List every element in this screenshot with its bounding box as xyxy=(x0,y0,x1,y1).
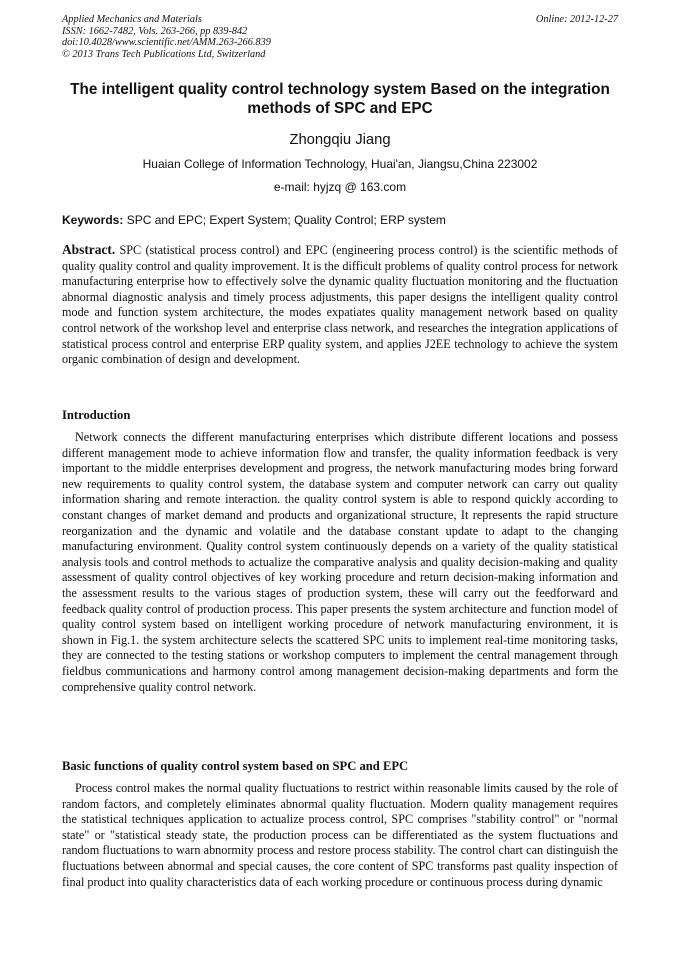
author-name: Zhongqiu Jiang xyxy=(289,132,391,148)
keywords xyxy=(62,213,618,227)
abstract-label: Abstract. xyxy=(62,242,116,257)
copyright-line: © 2013 Trans Tech Publications Ltd, Switzerland xyxy=(62,48,266,60)
journal-header xyxy=(62,14,618,60)
introduction-text: Network connects the different manufacturing enterprises which distribute different locations and possess different management mode to achieve information flow and transfer, the quality information feedback is very important to the middle enterprises development and progress, the network manufacturing modes bring forward new requirements to quality control system, the database system and computer network can carry out quality information sharing and remote interaction. the quality control system is able to respond quickly according to constant changes of market demand and products and organizational structure, It represents the rapid structure reorganization and the dynamic and volatile and the database constant update to adapt to the changing manufacturing environment. Quality control system continuously depends on a variety of the quality statistical analysis tools and control methods to actualize the comparative analysis and quality decision-making and quality assessment of quality control objectives of key working procedure and return decision-making information and the assessment results to the various stages of production system, these will carry out the feedforward and feedback quality control of production process. This paper presents the system architecture and function model of quality control system based on intelligent working procedure of network manufacturing environment, it is shown in Fig.1. the system architecture selects the scattered SPC units to implement real-time monitoring tasks, they are connected to the testing stations or workshop computers to implement the central management through fieldbus communications and harmony control among management decision-making departments and form the comprehensive quality control network. xyxy=(62,430,618,694)
issn-line: ISSN: 1662-7482, Vols. 263-266, pp 839-842 xyxy=(62,25,248,37)
doi-line: doi:10.4028/www.scientific.net/AMM.263-266.839 xyxy=(62,37,271,49)
introduction-heading: Introduction xyxy=(62,408,131,422)
basic-functions-text: Process control makes the normal quality fluctuations to restrict within reasonable limits caused by the role of random factors, and completely eliminates abnormal quality fluctuation. Modern quality management requires the statistical techniques application to actualize process control, SPC comprises "stability control" or "normal state" or "statistical steady state, the production process can be differentiated as the system fluctuations and random fluctuations to warn abnormity process and restore process stability. The control chart can distinguish the fluctuations between abnormal and special causes, the core content of SPC transforms past quality inspection of final product into quality characteristics data of each working procedure or continuous process during dynamic xyxy=(62,781,618,889)
paper-title: The intelligent quality control technology system Based on the integration methods of SPC and EPC xyxy=(70,81,610,117)
abstract-text: SPC (statistical process control) and EPC (engineering process control) is the scientific methods of quality quality control and quality improvement. It is the difficult problems of quality control process for network manufacturing enterprise how to effectively solve the dynamic quality fluctuation monitoring and the fluctuation abnormal diagnostic analysis and timely process adjustments, this paper designs the intelligent quality control mode and function system architecture, the modes expatiates quality management network based on quality control network of the workshop level and enterprise class network, and researches the integration applications of statistical process control and enterprise ERP quality system, and applies J2EE technology to achieve the system organic combination of design and development. xyxy=(62,243,618,367)
author-affiliation: Huaian College of Information Technology, Huai'an, Jiangsu,China 223002 xyxy=(142,157,538,171)
journal-name: Applied Mechanics and Materials xyxy=(62,14,202,25)
author-email: e-mail: hyjzq @ 163.com xyxy=(273,180,407,194)
abstract xyxy=(62,242,618,368)
keywords-text: SPC and EPC; Expert System; Quality Control; ERP system xyxy=(123,213,446,227)
basic-functions-heading: Basic functions of quality control system based on SPC and EPC xyxy=(62,759,409,773)
keywords-label: Keywords: xyxy=(62,213,124,227)
online-date: Online: 2012-12-27 xyxy=(535,14,618,25)
